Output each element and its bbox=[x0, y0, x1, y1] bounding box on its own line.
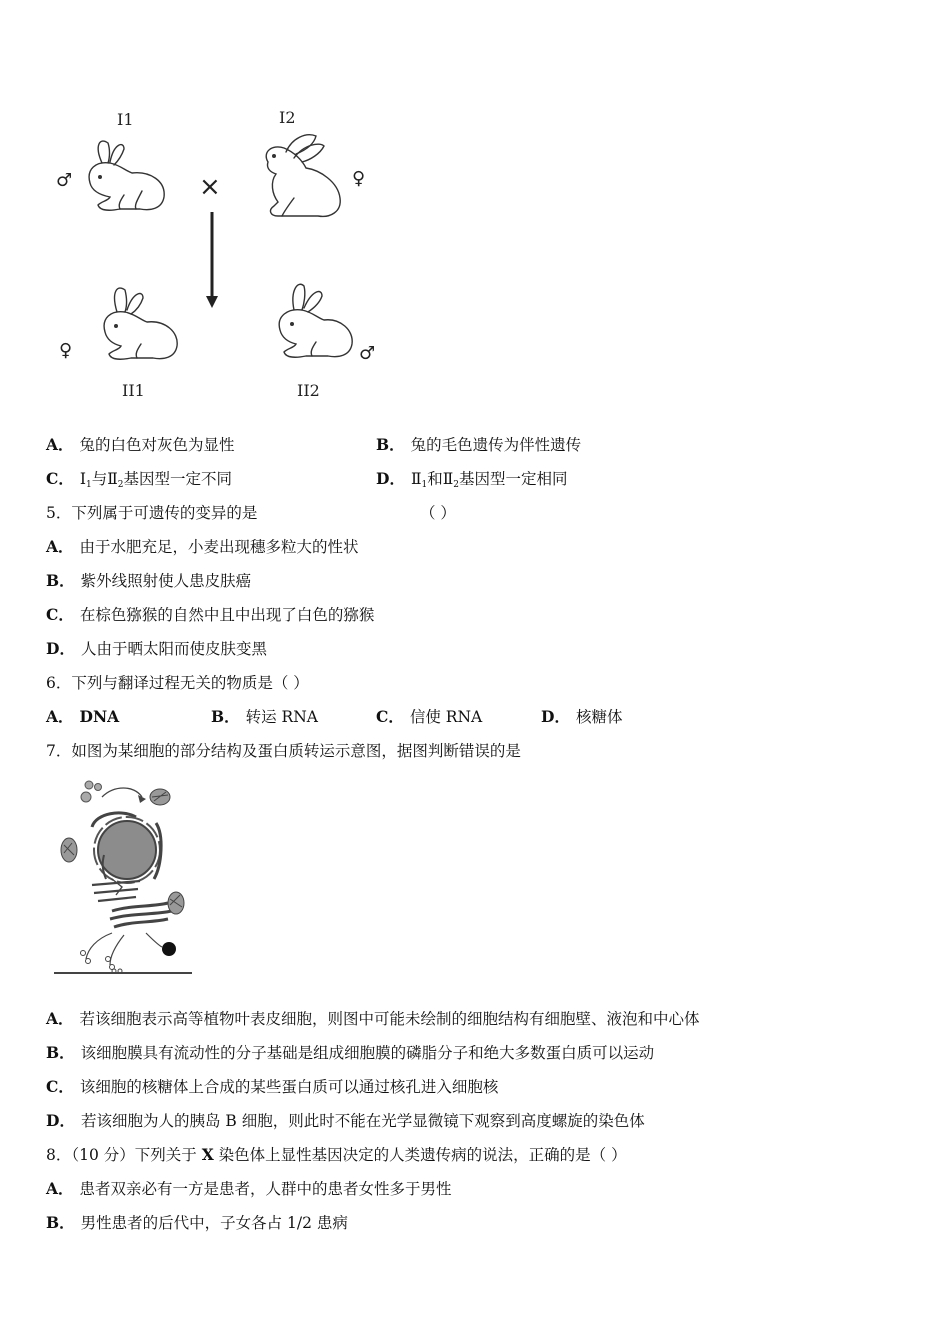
label-i2: I2 bbox=[279, 108, 296, 127]
option-text: 人由于晒太阳而使皮肤变黑 bbox=[80, 640, 267, 658]
option-letter: C． bbox=[46, 605, 74, 624]
option-text: 兔的白色对灰色为显性 bbox=[79, 436, 235, 454]
option-text: 转运 RNA bbox=[245, 708, 318, 726]
option-letter: B． bbox=[376, 435, 405, 454]
q8-option-a[interactable] bbox=[46, 1179, 452, 1199]
option-letter: D． bbox=[46, 639, 75, 658]
rabbit-i1-icon bbox=[80, 135, 175, 215]
q4-option-b[interactable] bbox=[376, 435, 581, 455]
option-text-part: Ⅰ bbox=[79, 470, 86, 488]
q5-option-a[interactable] bbox=[46, 537, 359, 557]
option-text-part: 和Ⅱ bbox=[427, 470, 454, 488]
male-symbol-icon: ♂ bbox=[359, 343, 376, 364]
option-text: 兔的毛色遗传为伴性遗传 bbox=[410, 436, 582, 454]
q8-stem-post: 染色体上显性基因决定的人类遗传病的说法，正确的是（ ） bbox=[213, 1146, 627, 1164]
option-letter: B． bbox=[46, 1043, 75, 1062]
option-text: 若该细胞表示高等植物叶表皮细胞，则图中可能未绘制的细胞结构有细胞壁、液泡和中心体 bbox=[79, 1010, 700, 1028]
q6-option-b[interactable] bbox=[211, 707, 318, 727]
option-letter: A． bbox=[46, 537, 74, 556]
q5-option-d[interactable] bbox=[46, 639, 267, 659]
cell-structure-diagram bbox=[52, 775, 197, 980]
q7-stem: 7．如图为某细胞的部分结构及蛋白质转运示意图，据图判断错误的是 bbox=[46, 742, 521, 760]
option-text: 该细胞的核糖体上合成的某些蛋白质可以通过核孔进入细胞核 bbox=[79, 1078, 499, 1096]
option-letter: B． bbox=[46, 571, 75, 590]
rabbit-i2-icon bbox=[258, 132, 353, 222]
option-letter: D． bbox=[541, 707, 570, 726]
rabbit-ii1-icon bbox=[95, 282, 185, 367]
label-ii1: II1 bbox=[122, 381, 145, 400]
cross-symbol-icon: × bbox=[199, 172, 221, 202]
q5-option-b[interactable] bbox=[46, 571, 251, 591]
q4-option-c[interactable] bbox=[46, 469, 232, 495]
q8-option-b[interactable] bbox=[46, 1213, 348, 1233]
subscript: 2 bbox=[117, 480, 124, 490]
arrow-down-icon bbox=[205, 212, 219, 312]
q6-option-d[interactable] bbox=[541, 707, 622, 727]
option-letter: A． bbox=[46, 1009, 74, 1028]
q7-option-a[interactable] bbox=[46, 1009, 700, 1029]
q7-option-c[interactable] bbox=[46, 1077, 498, 1097]
q7-option-d[interactable] bbox=[46, 1111, 645, 1131]
q4-option-a[interactable] bbox=[46, 435, 235, 455]
option-letter: C． bbox=[46, 469, 74, 488]
option-text: 若该细胞为人的胰岛 B 细胞，则此时不能在光学显微镜下观察到高度螺旋的染色体 bbox=[80, 1112, 645, 1130]
q5-answer-bracket: （ ） bbox=[420, 504, 456, 522]
female-symbol-icon: ♀ bbox=[59, 340, 73, 361]
option-text: 患者双亲必有一方是患者，人群中的患者女性多于男性 bbox=[79, 1180, 452, 1198]
subscript: 1 bbox=[421, 480, 428, 490]
option-letter: C． bbox=[46, 1077, 74, 1096]
option-text: 该细胞膜具有流动性的分子基础是组成细胞膜的磷脂分子和绝大多数蛋白质可以运动 bbox=[80, 1044, 655, 1062]
option-text: 核糖体 bbox=[575, 708, 623, 726]
option-letter: D． bbox=[376, 469, 405, 488]
q6-option-a[interactable] bbox=[46, 707, 119, 727]
option-letter: A． bbox=[46, 435, 74, 454]
subscript: 1 bbox=[85, 480, 92, 490]
q5-stem: 5．下列属于可遗传的变异的是 bbox=[46, 504, 258, 522]
option-text-part: 基因型一定不同 bbox=[123, 470, 232, 488]
q6-option-c[interactable] bbox=[376, 707, 482, 727]
option-text: 在棕色猕猴的自然中且中出现了白色的猕猴 bbox=[79, 606, 375, 624]
q5-option-c[interactable] bbox=[46, 605, 374, 625]
q4-option-d[interactable] bbox=[376, 469, 568, 495]
option-text: DNA bbox=[79, 707, 120, 726]
q8-stem-x: X bbox=[201, 1145, 214, 1164]
rabbit-ii2-icon bbox=[270, 278, 360, 363]
subscript: 2 bbox=[453, 480, 460, 490]
q7-option-b[interactable] bbox=[46, 1043, 654, 1063]
option-letter: C． bbox=[376, 707, 404, 726]
option-letter: B． bbox=[211, 707, 240, 726]
option-text: 男性患者的后代中，子女各占 1/2 患病 bbox=[80, 1214, 348, 1232]
option-text: 信使 RNA bbox=[409, 708, 483, 726]
option-letter: D． bbox=[46, 1111, 75, 1130]
option-text-part: 与Ⅱ bbox=[91, 470, 118, 488]
option-letter: A． bbox=[46, 1179, 74, 1198]
q6-stem: 6．下列与翻译过程无关的物质是（ ） bbox=[46, 674, 309, 692]
option-letter: B． bbox=[46, 1213, 75, 1232]
option-text-part: 基因型一定相同 bbox=[459, 470, 568, 488]
q8-stem bbox=[46, 1145, 627, 1165]
option-letter: A． bbox=[46, 707, 74, 726]
option-text: 由于水肥充足，小麦出现穗多粒大的性状 bbox=[79, 538, 359, 556]
q8-stem-pre: 8．（10 分）下列关于 bbox=[46, 1146, 202, 1164]
option-text-part: Ⅱ bbox=[410, 470, 422, 488]
label-i1: I1 bbox=[117, 110, 134, 129]
option-text: 紫外线照射使人患皮肤癌 bbox=[80, 572, 252, 590]
label-ii2: II2 bbox=[297, 381, 320, 400]
male-symbol-icon: ♂ bbox=[56, 170, 73, 191]
female-symbol-icon: ♀ bbox=[352, 168, 366, 189]
